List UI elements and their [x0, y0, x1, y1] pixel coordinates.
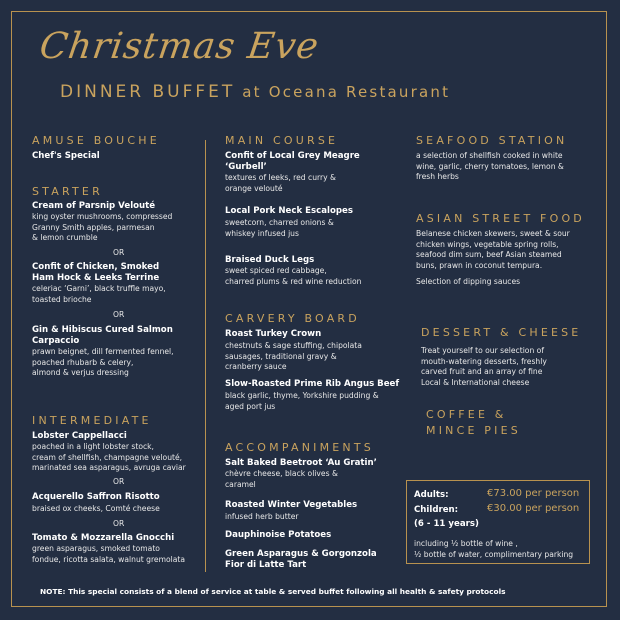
main-3-title: Braised Duck Legs: [225, 255, 315, 265]
subtitle-main: DINNER BUFFET: [60, 82, 236, 102]
intermediate-1-desc: poached in a light lobster stock, cream of shellfish, champagne velouté, marinated sea asparagus, avruga caviar: [32, 442, 186, 472]
accompaniments-heading: ACCOMPANIMENTS: [225, 441, 374, 454]
seafood-heading: SEAFOOD STATION: [416, 134, 568, 147]
asian-desc: Belanese chicken skewers, sweet & sour chicken wings, vegetable spring rolls, seafood dim sum, beef Asian steamed buns, prawn in coconut tempura.: [416, 229, 570, 270]
intermediate-1-title: Lobster Cappellacci: [32, 431, 127, 441]
accomp-4-title: Green Asparagus & Gorgonzola Fior di Latte Tart: [225, 549, 377, 570]
carvery-1-title: Roast Turkey Crown: [225, 329, 322, 339]
main-3-desc: sweet spiced red cabbage, charred plums & red wine reduction: [225, 266, 362, 286]
main-2-desc: sweetcorn, charred onions & whiskey infused jus: [225, 218, 334, 238]
main-1-desc: textures of leeks, red curry & orange velouté: [225, 173, 336, 193]
or-label: OR: [113, 477, 125, 486]
page-title: Christmas Eve: [37, 26, 322, 67]
starter-1-desc: king oyster mushrooms, compressed Granny Smith apples, parmesan & lemon crumble: [32, 212, 173, 242]
starter-heading: STARTER: [32, 185, 103, 198]
carvery-2-title: Slow-Roasted Prime Rib Angus Beef: [225, 379, 400, 389]
starter-2-title: Confit of Chicken, Smoked Ham Hock & Leeks Terrine: [32, 262, 160, 283]
price-includes: including ½ bottle of wine , ½ bottle of water, complimentary parking: [414, 539, 574, 559]
seafood-desc: a selection of shellfish cooked in white wine, garlic, cherry tomatoes, lemon & fresh herbs: [416, 151, 564, 181]
or-label: OR: [113, 519, 125, 528]
main-2-title: Local Pork Neck Escalopes: [225, 206, 354, 216]
price-box: [406, 480, 590, 564]
accomp-1-title: Salt Baked Beetroot ‘Au Gratin’: [225, 458, 377, 468]
carvery-2-desc: black garlic, thyme, Yorkshire pudding & aged port jus: [225, 391, 379, 411]
intermediate-3-title: Tomato & Mozzarella Gnocchi: [32, 533, 175, 543]
children-price: €30.00 per person: [487, 503, 580, 514]
accomp-1-desc: chèvre cheese, black olives & caramel: [225, 469, 338, 489]
starter-2-desc: celeriac ‘Garni’, black truffle mayo, toasted brioche: [32, 284, 166, 304]
asian-street-food-heading: ASIAN STREET FOOD: [416, 212, 585, 225]
asian-extra: Selection of dipping sauces: [416, 277, 521, 286]
starter-3-title: Gin & Hibiscus Cured Salmon Carpaccio: [32, 325, 173, 346]
or-label: OR: [113, 310, 125, 319]
amuse-item: Chef's Special: [32, 151, 100, 161]
starter-1-title: Cream of Parsnip Velouté: [32, 201, 156, 211]
main-1-title: Confit of Local Grey Meagre ‘Gurbell’: [225, 151, 360, 172]
starter-3-desc: prawn beignet, dill fermented fennel, poached rhubarb & celery, almond & verjus dressing: [32, 347, 174, 377]
adults-price: €73.00 per person: [487, 488, 580, 499]
carvery-heading: CARVERY BOARD: [225, 312, 360, 325]
footer-note: NOTE: This special consists of a blend of service at table & served buffet following all health & safety protocols: [40, 587, 506, 596]
accomp-2-title: Roasted Winter Vegetables: [225, 500, 358, 510]
intermediate-heading: INTERMEDIATE: [32, 414, 152, 427]
main-course-heading: MAIN COURSE: [225, 134, 339, 147]
amuse-heading: AMUSE BOUCHE: [32, 134, 160, 147]
children-label: Children:: [414, 505, 459, 515]
subtitle-venue: at Oceana Restaurant: [242, 83, 451, 101]
children-age: (6 - 11 years): [414, 519, 479, 529]
column-divider: [205, 140, 206, 572]
page-subtitle: [60, 82, 450, 102]
accomp-3-title: Dauphinoise Potatoes: [225, 530, 332, 540]
dessert-desc: Treat yourself to our selection of mouth-watering desserts, freshly carved fruit and an array of fine Local & International cheese: [421, 346, 547, 387]
intermediate-2-desc: braised ox cheeks, Comté cheese: [32, 504, 160, 513]
adults-label: Adults:: [414, 490, 449, 500]
accomp-2-desc: infused herb butter: [225, 512, 299, 521]
dessert-heading: DESSERT & CHEESE: [421, 326, 582, 339]
intermediate-2-title: Acquerello Saffron Risotto: [32, 492, 160, 502]
or-label: OR: [113, 248, 125, 257]
mince-pies-heading: MINCE PIES: [426, 424, 521, 437]
intermediate-3-desc: green asparagus, smoked tomato fondue, ricotta salata, walnut gremolata: [32, 544, 186, 564]
coffee-heading: COFFEE &: [426, 408, 507, 421]
carvery-1-desc: chestnuts & sage stuffing, chipolata sausages, traditional gravy & cranberry sauce: [225, 341, 362, 371]
